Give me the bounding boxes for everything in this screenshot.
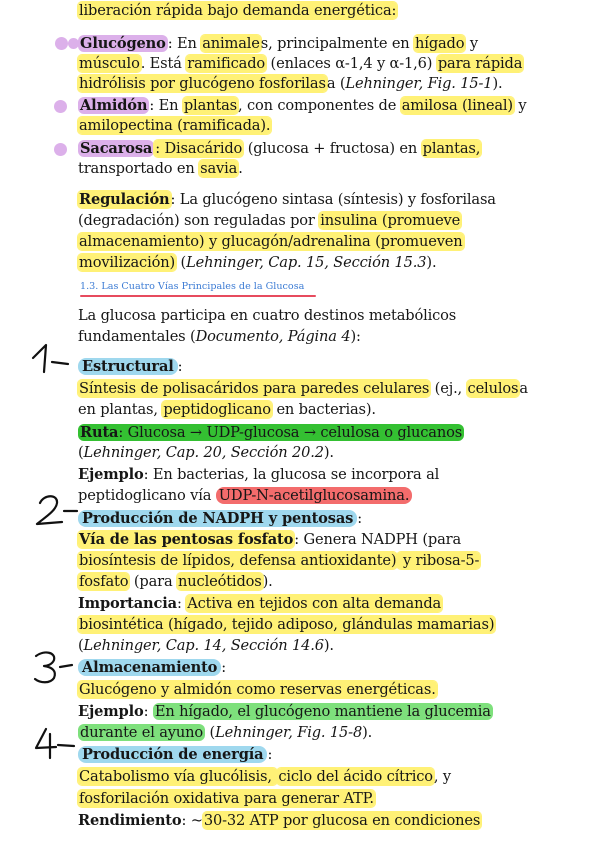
via-line-1: Vía de las pentosas fosfato: Genera NADPH (para [79,531,462,548]
handwritten-4 [36,729,56,758]
glucogeno-line-2: músculo. Está ramificado (enlaces α-1,4 y α-1,6) para rápida [79,55,523,72]
regulacion-line-1: Regulación: La glucógeno sintasa (síntesis) y fosforilasa [79,191,496,208]
ejemplo2-line-1: Ejemplo: En hígado, el glucógeno mantiene la glucemia [78,703,491,720]
via-line-3: fosfato (para nucleótidos). [79,573,273,590]
ejemplo1-line-1: Ejemplo: En bacterias, la glucosa se incorpora al [78,466,440,483]
section-title-underline [80,295,316,297]
almacenamiento-heading: Almacenamiento : [78,658,226,678]
glucogeno-line-3: hidrólisis por glucógeno fosforilasa (Lehninger, Fig. 15-1). [79,75,503,92]
intro-line-1: La glucosa participa en cuatro destinos metabólicos [78,307,457,324]
via-line-2: biosíntesis de lípidos, defensa antioxidante) y ribosa-5- [79,552,480,569]
ruta-line-1: Ruta: Glucosa → UDP-glucosa → celulosa o glucanos [80,424,463,441]
importancia-line-3: (Lehninger, Cap. 14, Sección 14.6). [78,637,334,654]
handwritten-4-dash [58,745,74,746]
ejemplo1-line-2: peptidoglicano vía UDP-N-acetilglucosamina. [78,486,412,506]
estructural-line-2: en plantas, peptidoglicano en bacterias). [78,401,376,418]
nadph-heading: Producción de NADPH y pentosas : [78,509,362,529]
rendimiento-line: Rendimiento: ~30-32 ATP por glucosa en condiciones [78,812,481,829]
regulacion-line-2: (degradación) son reguladas por insulina (promueve [78,212,461,229]
energia-line-1: Catabolismo vía glucólisis, ciclo del ácido cítrico, y [79,768,451,785]
handwritten-1 [33,345,46,372]
importancia-line-2: biosintética (hígado, tejido adiposo, glándulas mamarias) [79,616,495,633]
handwritten-3 [35,653,55,683]
almidon-line-2: amilopectina (ramificada). [79,117,271,134]
sacarosa-line-1: Sacarosa : Disacárido (glucosa + fructosa) en plantas, [80,140,481,157]
text-line: liberación rápida bajo demanda energética: [79,2,397,19]
ruta-line-2: (Lehninger, Cap. 20, Sección 20.2). [78,444,334,461]
energia-line-2: fosforilación oxidativa para generar ATP. [79,790,374,807]
handwritten-2 [37,496,62,524]
estructural-heading: Estructural : [78,357,182,377]
handwritten-1-dash [52,362,68,364]
regulacion-line-4: movilización) (Lehninger, Cap. 15, Sección 15.3). [79,254,437,271]
almidon-line-1: Almidón : En plantas, con componentes de amilosa (lineal) y [80,97,527,114]
regulacion-line-3: almacenamiento) y glucagón/adrenalina (promueven [79,233,463,250]
importancia-line-1: Importancia: Activa en tejidos con alta demanda [78,595,442,612]
energia-heading: Producción de energía : [78,745,272,765]
section-title: 1.3. Las Cuatro Vías Principales de la Glucosa [80,281,305,292]
glucogeno-line-1: Glucógeno : En animales, principalmente en hígado y [80,35,478,52]
intro-line-2: fundamentales (Documento, Página 4): [78,328,361,345]
ejemplo2-line-2: durante el ayuno (Lehninger, Fig. 15-8). [80,724,373,741]
almacenamiento-line-1: Glucógeno y almidón como reservas energéticas. [79,681,436,698]
estructural-line-1: Síntesis de polisacáridos para paredes celulares (ej., celulosa [79,380,528,397]
handwritten-3-dash [60,665,72,667]
sacarosa-line-2: transportado en savia. [78,160,243,177]
